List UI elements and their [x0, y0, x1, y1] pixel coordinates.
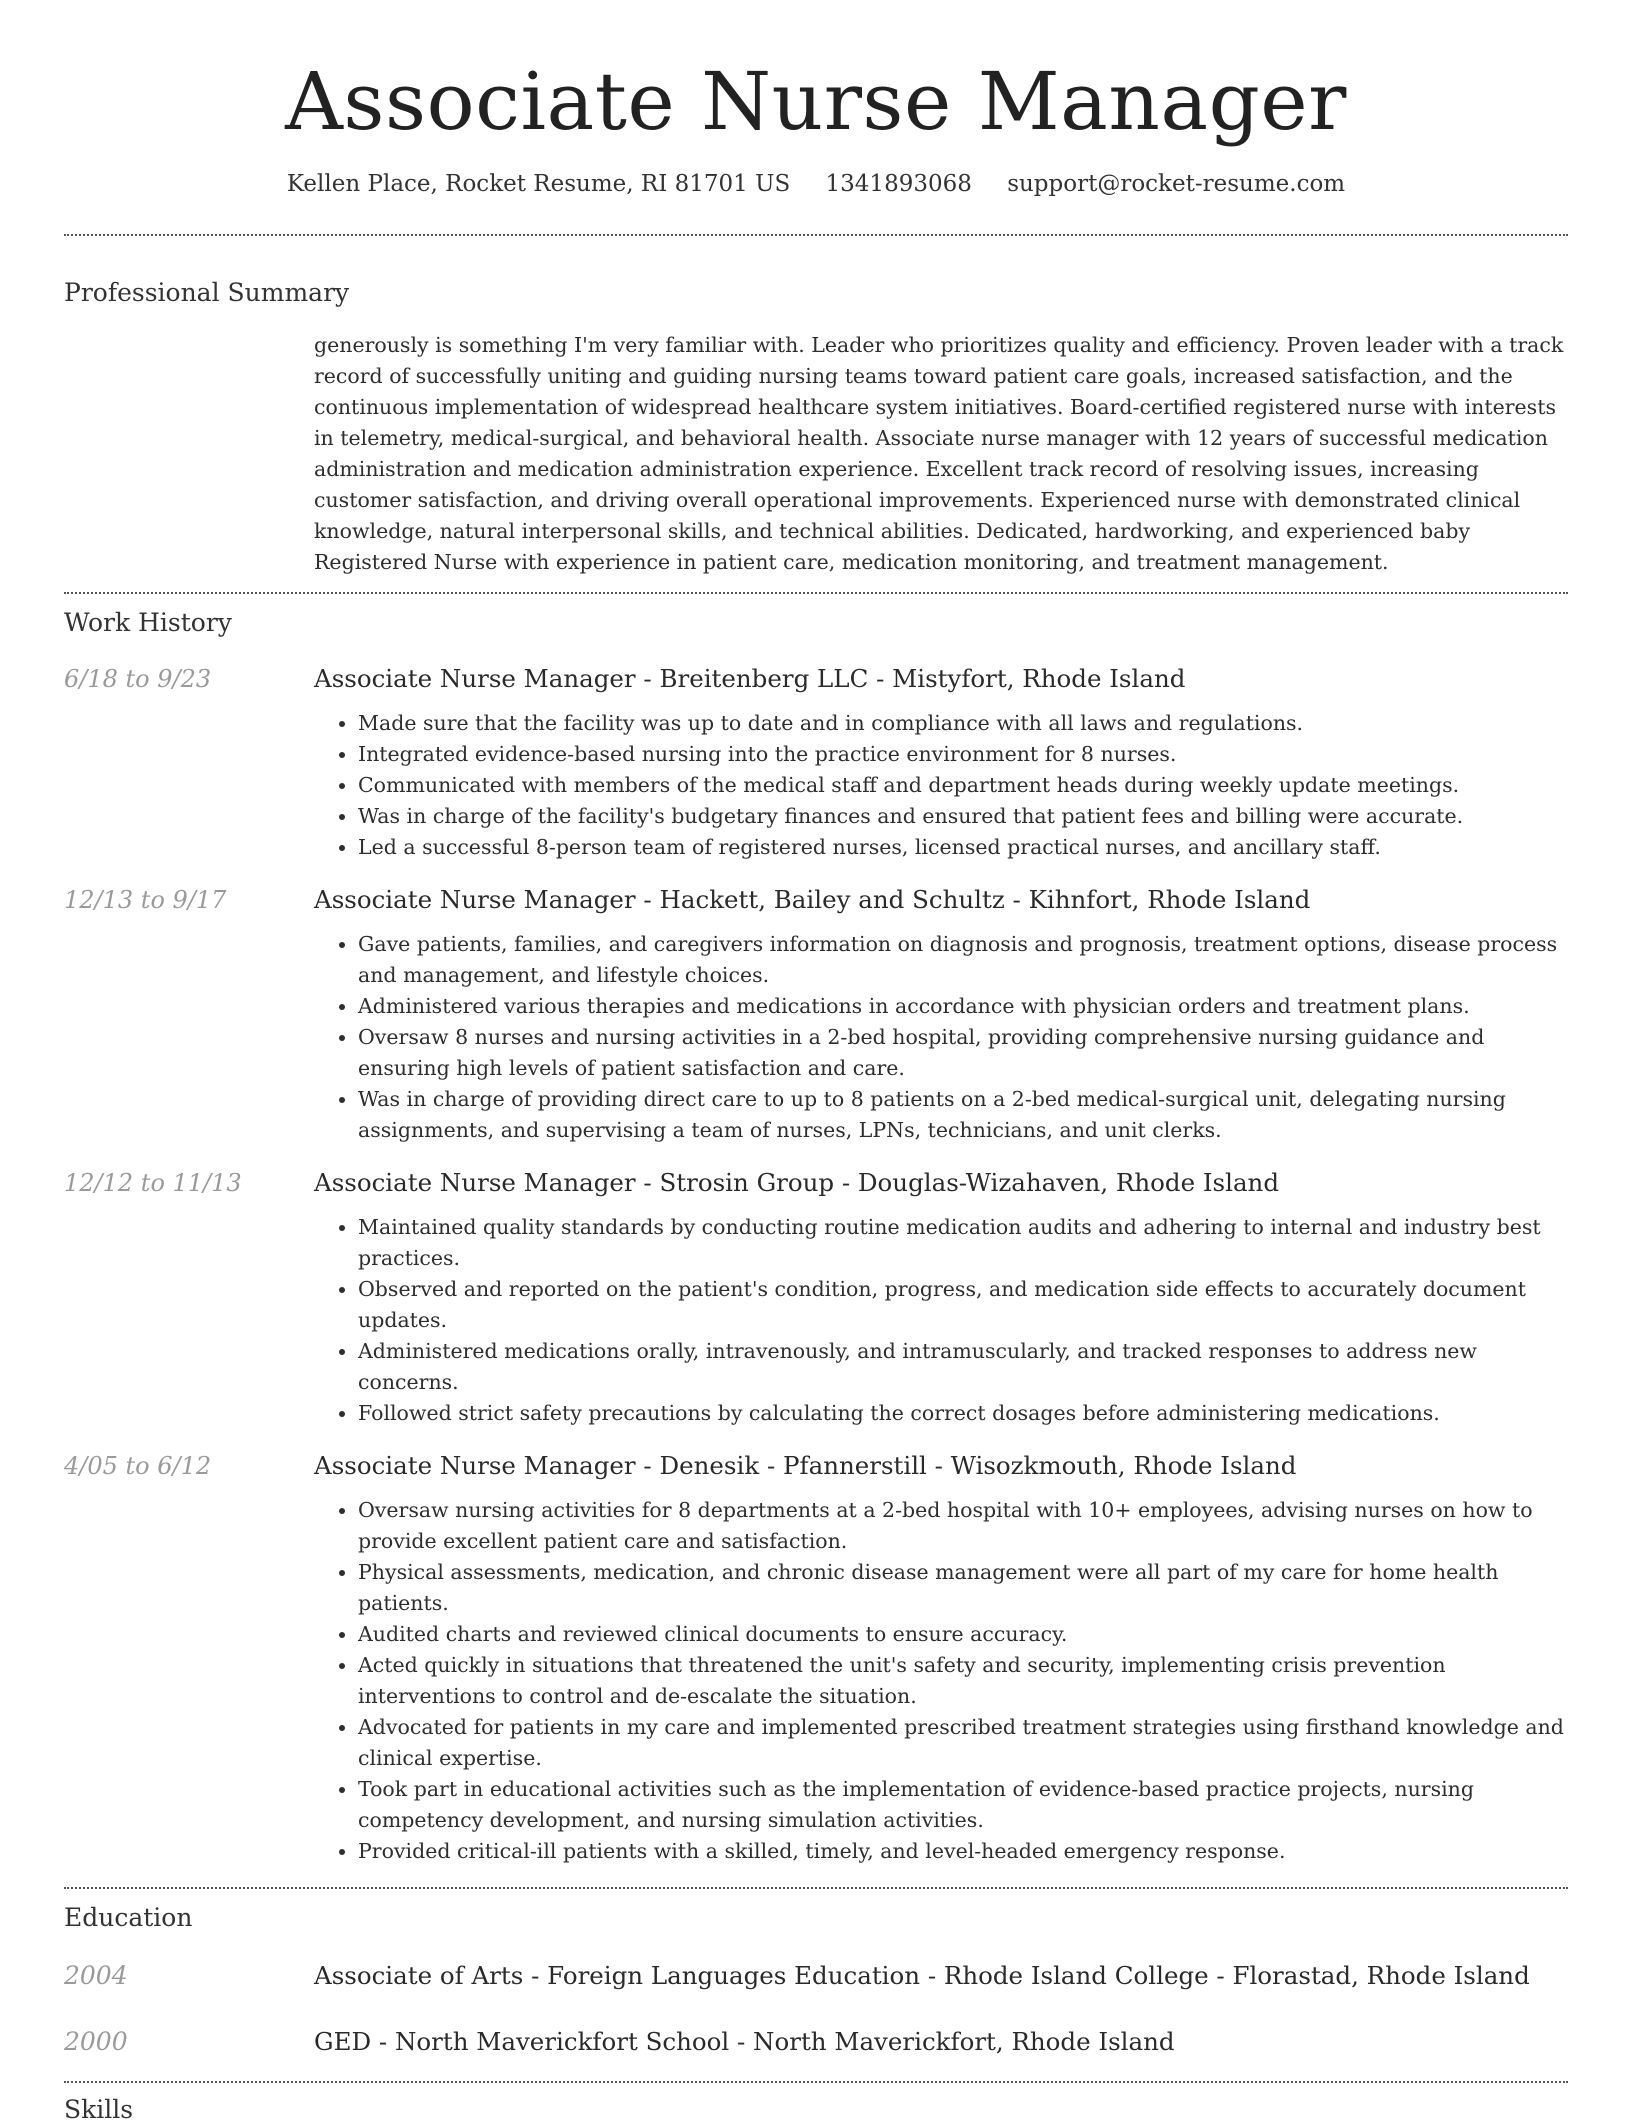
- list-item: • Made sure that the facility was up to date and in compliance with all laws and regulations.: [358, 708, 1568, 739]
- divider: [64, 592, 1568, 594]
- list-item: • Maintained quality standards by conducting routine medication audits and adhering to internal and industry best practices.: [358, 1212, 1568, 1274]
- list-item: • Took part in educational activities such as the implementation of evidence-based practice projects, nursing competency development, and nursing simulation activities.: [358, 1774, 1568, 1836]
- job-heading: Associate Nurse Manager - Strosin Group - Douglas-Wizahaven, Rhode Island: [314, 1168, 1280, 1197]
- job-entry: [64, 662, 1568, 863]
- divider: [64, 2081, 1568, 2083]
- list-item: • Was in charge of providing direct care to up to 8 patients on a 2-bed medical-surgical unit, delegating nursing assignments, and supervising a team of nurses, LPNs, technicians, and unit clerks.: [358, 1084, 1568, 1146]
- job-entry: [64, 1449, 1568, 1867]
- list-item: • Communicated with members of the medical staff and department heads during weekly update meetings.: [358, 770, 1568, 801]
- education-entry: [64, 2025, 1568, 2059]
- job-dates: 6/18 to 9/23: [64, 665, 212, 693]
- list-item: • Physical assessments, medication, and chronic disease management were all part of my care for home health patients.: [358, 1557, 1568, 1619]
- list-item: • Administered medications orally, intravenously, and intramuscularly, and tracked responses to address new concerns.: [358, 1336, 1568, 1398]
- resume-page: [64, 0, 1568, 2127]
- education-entry: [64, 1959, 1568, 1993]
- work-history-list: [64, 662, 1568, 1867]
- divider: [64, 1887, 1568, 1889]
- list-item: • Oversaw nursing activities for 8 departments at a 2-bed hospital with 10+ employees, advising nurses on how to provide excellent patient care and satisfaction.: [358, 1495, 1568, 1557]
- contact-line: [64, 168, 1568, 200]
- list-item: • Observed and reported on the patient's condition, progress, and medication side effects to accurately document updates.: [358, 1274, 1568, 1336]
- summary-heading: Professional Summary: [64, 278, 350, 307]
- job-dates: 12/12 to 11/13: [64, 1169, 242, 1197]
- contact-phone: 1341893068: [825, 171, 972, 197]
- education-heading: Education: [64, 1903, 193, 1932]
- job-bullets: [314, 708, 1568, 863]
- job-entry: [64, 1166, 1568, 1429]
- job-bullets: [314, 929, 1568, 1146]
- contact-email: support@rocket-resume.com: [1007, 171, 1346, 197]
- education-text: Associate of Arts - Foreign Languages Education - Rhode Island College - Florastad, Rhode Island: [314, 1961, 1530, 1990]
- list-item: • Oversaw 8 nurses and nursing activities in a 2-bed hospital, providing comprehensive nursing guidance and ensuring high levels of patient satisfaction and care.: [358, 1022, 1568, 1084]
- list-item: • Audited charts and reviewed clinical documents to ensure accuracy.: [358, 1619, 1568, 1650]
- job-bullets: [314, 1495, 1568, 1867]
- job-heading: Associate Nurse Manager - Breitenberg LLC - Mistyfort, Rhode Island: [314, 664, 1186, 693]
- list-item: • Followed strict safety precautions by calculating the correct dosages before administering medications.: [358, 1398, 1568, 1429]
- list-item: • Provided critical-ill patients with a skilled, timely, and level-headed emergency response.: [358, 1836, 1568, 1867]
- skills-heading: Skills: [64, 2095, 134, 2124]
- resume-name: Associate Nurse Manager: [285, 55, 1347, 148]
- work-history-heading: Work History: [64, 608, 232, 637]
- list-item: • Led a successful 8-person team of registered nurses, licensed practical nurses, and ancillary staff.: [358, 832, 1568, 863]
- education-text: GED - North Maverickfort School - North Maverickfort, Rhode Island: [314, 2027, 1175, 2056]
- list-item: • Was in charge of the facility's budgetary finances and ensured that patient fees and billing were accurate.: [358, 801, 1568, 832]
- summary-text: generously is something I'm very familiar with. Leader who prioritizes quality and efficiency. Proven leader with a track record of successfully uniting and guiding nursing teams toward patient care goals, increased satisfaction, and the continuous implementation of widespread healthcare system initiatives. Board-certified registered nurse with interests in telemetry, medical-surgical, and behavioral health. Associate nurse manager with 12 years of successful medication administration and medication administration experience. Excellent track record of resolving issues, increasing customer satisfaction, and driving overall operational improvements. Experienced nurse with demonstrated clinical knowledge, natural interpersonal skills, and technical abilities. Dedicated, hardworking, and experienced baby Registered Nurse with experience in patient care, medication monitoring, and treatment management.: [314, 333, 1564, 574]
- job-bullets: [314, 1212, 1568, 1429]
- job-heading: Associate Nurse Manager - Hackett, Bailey and Schultz - Kihnfort, Rhode Island: [314, 885, 1311, 914]
- contact-address: Kellen Place, Rocket Resume, RI 81701 US: [286, 171, 791, 197]
- job-dates: 4/05 to 6/12: [64, 1452, 212, 1480]
- list-item: • Acted quickly in situations that threatened the unit's safety and security, implementing crisis prevention interventions to control and de-escalate the situation.: [358, 1650, 1568, 1712]
- list-item: • Administered various therapies and medications in accordance with physician orders and treatment plans.: [358, 991, 1568, 1022]
- list-item: • Advocated for patients in my care and implemented prescribed treatment strategies using firsthand knowledge and clinical expertise.: [358, 1712, 1568, 1774]
- job-dates: 12/13 to 9/17: [64, 886, 227, 914]
- education-year: 2004: [64, 1961, 128, 1990]
- job-heading: Associate Nurse Manager - Denesik - Pfannerstill - Wisozkmouth, Rhode Island: [314, 1451, 1297, 1480]
- divider: [64, 234, 1568, 236]
- education-year: 2000: [64, 2027, 128, 2056]
- list-item: • Integrated evidence-based nursing into the practice environment for 8 nurses.: [358, 739, 1568, 770]
- list-item: • Gave patients, families, and caregivers information on diagnosis and prognosis, treatment options, disease process and management, and lifestyle choices.: [358, 929, 1568, 991]
- job-entry: [64, 883, 1568, 1146]
